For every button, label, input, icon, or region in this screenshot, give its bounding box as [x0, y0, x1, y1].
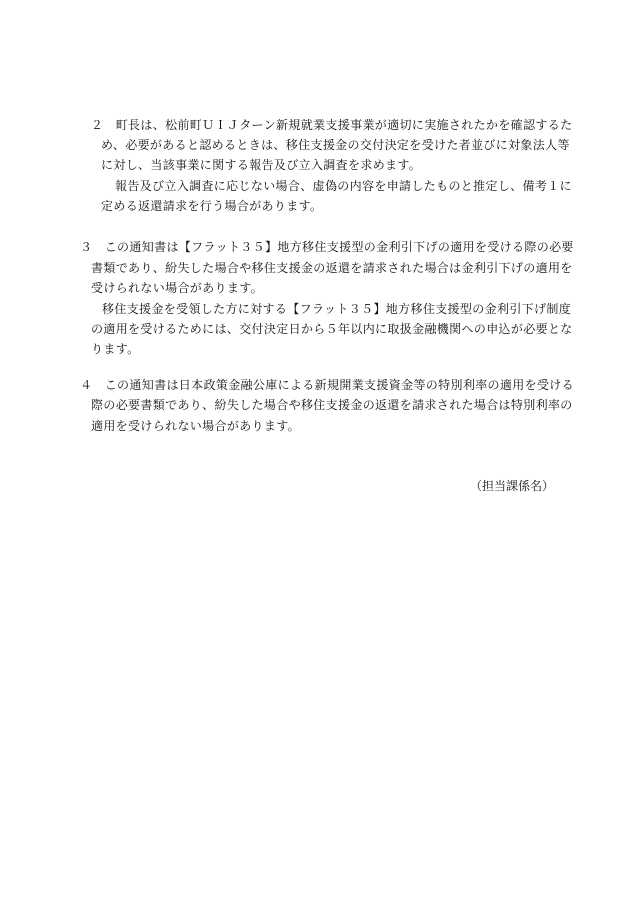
note-3-line-5: の適用を受けるためには、交付決定日から５年以内に取扱金融機関への申込が必要とな: [91, 322, 573, 336]
note-3-line-4: 移住支援金を受領した方に対する【フラット３５】地方移住支援型の金利引下げ制度: [102, 302, 572, 316]
note-2-line-2: め、必要があると認めるときは、移住支援金の交付決定を受けた者並びに対象法人等: [101, 138, 570, 152]
note-2-line-1: ２ 町長は、松前町ＵＩＪターン新規就業支援事業が適切に実施されたかを確認するた: [91, 118, 573, 132]
department-name-label: （担当課係名）: [470, 479, 555, 493]
note-3-line-1: ３ この通知書は【フラット３５】地方移住支援型の金利引下げの適用を受ける際の必要: [80, 240, 574, 254]
note-3-line-6: ります。: [91, 342, 140, 356]
note-2-line-5: 定める返還請求を行う場合があります。: [101, 199, 323, 213]
note-3-line-3: 受けられない場合があります。: [91, 281, 263, 295]
note-2-line-4: 報告及び立入調査に応じない場合、虚偽の内容を申請したものと推定し、備考１に: [115, 179, 572, 193]
note-4-line-3: 適用を受けられない場合があります。: [91, 419, 300, 433]
note-2-line-3: に対し、当該事業に関する報告及び立入調査を求めます。: [101, 158, 422, 172]
note-3-line-2: 書類であり、紛失した場合や移住支援金の返還を請求された場合は金利引下げの適用を: [91, 261, 573, 275]
note-4-line-2: 際の必要書類であり、紛失した場合や移住支援金の返還を請求された場合は特別利率の: [91, 398, 573, 412]
note-4-line-1: ４ この通知書は日本政策金融公庫による新規開業支援資金等の特別利率の適用を受ける: [80, 378, 575, 392]
